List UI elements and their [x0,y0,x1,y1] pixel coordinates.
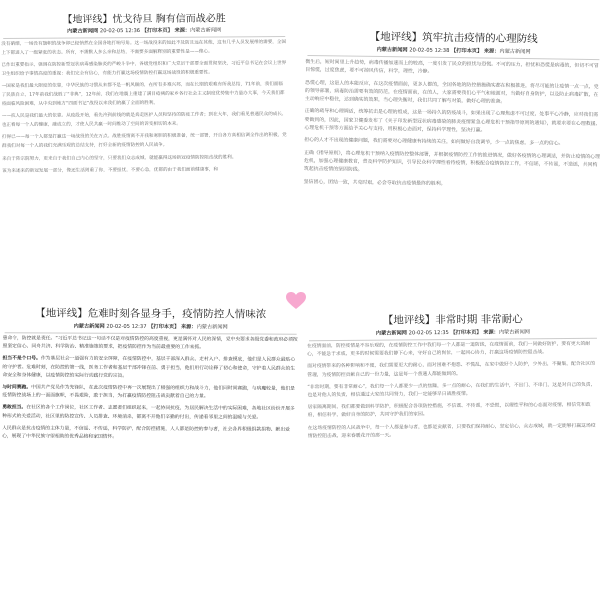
paragraph-text: 作为基层社会一道强有力的安全屏障，在疫情防控中，基层干部深入群众、走村入户、排查摸底，他们是人民群众最贴心的守护者。危难时刻，在防控的第一线，医务工作者和基层干部冲锋在前、勇于担当，他们用行动诠释了初心和使命，守护着人民群众的生命安全和身体健康，以疫情防控的实际行动践行党的宗旨。 [2,357,295,379]
paragraph: “非常时期，要有非常耐心”，我们每一个人都要少一点的焦躁，多一点的耐心，在我们的生活中，不出门、不串门，这是对自己的负责，也是对他人的负责，相信通过大家的共同努力，我们一定能够早日战胜疫情。 [307,382,599,401]
print-link[interactable]: 【打印本页】 [148,324,179,330]
meta-origin-label: 来源： [174,28,190,34]
heart-icon [286,292,306,310]
article-title: 【地评线】危难时刻各显身手，疫情防控人情味浓 [3,305,299,322]
print-link[interactable]: 【打印本页】 [450,330,481,336]
paragraph-lead: 勇敢担当。 [2,406,26,411]
paragraph: 在这场疫情防控的人民战争中，每一个人都是参与者，也都是贡献者，只要我们保持耐心，坚定信心，众志成城，就一定能够打赢这场疫情防控阻击战，迎来春暖花开的那一天。 [308,422,600,441]
paragraph: 居家隔离期间，我们都要做到科学防护，积极配合各项防控措施，不信谣、不传谣，不恐慌，以理性平和的心态面对疫情，相信党和政府，相信科学，做好自身的防护，共同守护我们的家园。 [308,402,600,421]
paragraph: 来自于阵宗院努力，更来自于我们自己内心的坚守，只要我们众志成城，就能赢得这场新冠疫情防控阻击战的胜利。 [2,154,288,165]
paragraph [2,405,298,423]
paragraph-lead: 与时间赛跑。 [2,385,31,390]
article-meta [1,26,287,35]
meta-source: 内蒙古新闻网 [74,324,105,330]
article-card-3 [0,303,301,601]
paragraph [2,384,298,402]
paragraph [3,335,299,353]
article-title: 【地评线】忧戈待旦 胸有信而战必胜 [1,9,287,26]
meta-origin-label: 来源： [483,330,499,336]
meta-source: 内蒙古新闻网 [376,330,407,336]
paragraph: 该为来述来的新冠发展一部分，像还生活则重了你，不要担忧，不要心急，优都的由于我们面前健康事，和 [2,166,288,177]
paragraph-lead: 担当不是个口号。 [2,357,40,362]
article-title: 【地评线】筑牢抗击疫情的心理防线 [306,28,600,47]
paragraph: 没有硝烟，一场没有旗帜的战争却已经悄然在全国各地打响号角。这一场战役来的如此不及防且远在其他，这有几乎人员发展带的需要，全国上下都进入了一级紧张的状态。所有，不需默人多么亲和总结，不需要多面解释别的重要性是——像心。 [1,39,287,58]
paragraph: 担心的人才不出现的健康问题，我们需要对心理健康有持续的关注，如何做好自我调节，少一点的焦虑，多一点的信心。 [304,136,600,148]
meta-source: 内蒙古新闻网 [376,47,407,53]
paragraph: 已作出重要指示，强调在防控新型冠状病毒感染肺炎的严峻斗争中，各级党组织和广大党员干部要全面贯彻坚决，习近平总书记在会议上世界卫生组织给予事情高度的重视：我们完全有信心，有能力打赢这场疫情防控打赢这场战役的积极重要性。 [1,60,287,79]
meta-origin-label: 来源： [181,324,197,330]
meta-source: 内蒙古新闻网 [67,28,98,34]
paragraph: 在疫情面前，防控疫情是不容乐观的，在疫情防控工作中我们每一个人都是一道防线，在疫情面前，我们一同做好防护，要有更大的耐心，不能急于求成，更多的时候需要我们静下心来，守好自己的岗位，一起同心协力，打赢这场疫情防控阻击战。 [307,341,599,360]
article-meta [307,328,599,338]
paragraph: 面对疫情带来的各种影响和不便，我们需要更大的耐心，面对困难不抱怨、不慌乱，在家中做好个人防护，少外出，不聚集，配合社区的管理，为疫情防控贡献自己的一份力量，这是每一个普通人都能做到的。 [307,361,599,380]
paragraph: ——抗人民是我们最大的依靠。从疫段开始，看先冷到前线的就是奔走医护人员和坚持的防疫工作者；到在大年，我们看见普通民众的成长，也正看每一个人的健康，融成立的，才使人民共赢一时间维动了空间的诉变相切的本来。 [2,111,288,130]
meta-origin-label: 来源： [484,48,500,54]
print-link[interactable]: 【打印本页】 [142,28,173,34]
divider [5,332,297,335]
meta-origin: 内蒙古新闻网 [190,27,221,33]
article-title: 【地评线】非常时期 非常耐心 [307,311,599,329]
paragraph-text: 患命令，防控就是责任。“习近平总书记这一句话不仅是对疫情防控的高度重视，更是满怀对人民的深情，党中央要求各级党委和政府必须按照坚定信心、同舟共济、科学防治、精准施策的要求，把疫情防控作为当前最重要的工作来抓。 [3,336,298,350]
article-meta [3,322,299,331]
meta-origin: 内蒙古新闻网 [499,49,530,55]
paragraph-text: 在社区的各个工作岗位，社区工作者、志愿者们组织起来，一起协同抗疫，为居民解决生活中的实际困难，各地社区纷纷开展多种形式的关爱活动，社区里的防控宣传、人员排查、环境消杀，都离不开他们辛勤的付出，传递着邻里之间的温暖与关爱。 [2,406,295,420]
article-card-2 [298,22,600,298]
meta-date: 20-02-05 12:35 [409,330,449,336]
article-meta [305,45,600,56]
meta-date: 20-02-05 12:37 [106,324,146,330]
paragraph: 微生后，短时间里上升趋势，病毒传播加速而上的较高，一度引发了民众的担忧与恐慌。不可的压力，担忧和恐慌是病毒的，但切不可冒目惊慌，过度焦虑，要不可掉风传信，科学，理性，冷静。 [305,58,600,79]
print-link[interactable]: 【打印本页】 [451,48,482,54]
paragraph: 正确的疏导和心理调适，统筹抗击是心理的组成，这是一场持久的防疫战斗，如果出现了心理焦虑不可过度，处事平心冷静，应对我们需要做到的，因此，国家卫健委发布了《关于印发新型冠状病毒感染的肺炎疫情紧急心理危机干预指导原则的通知》，就要求要在心理救援、心理危机干预等方面给予关心与支持，用积极心态面对，保持科学理性，坚决打赢。 [304,107,600,136]
paragraph: —国家是我们最大限度的依靠，中华民族的习惯从来都不是一帆风顺的，在所有多难兴邦，而在长期的艰难有所我总结，71年前，我们面临了民族自立，17年前我们战胜了“非典”，12年前，我们在地震上重建了满目疮痍的家乡各行社会主义制度优势集中力量办大事，今天我们都将面临风险困难，从中央到地方“四面书记”战役以来我们的赢了全面的胜利。 [2,81,288,109]
paragraph: 恐慌心理，这是人的本能反应，在这次疫情面前，更多人都的，全国各地的防控措施确实都在积极推进，将尽可能的让疫情一点一点，党的领导部署，病毒防治需要有效的防范，在疫情面前，在的人，大家需要我们心平气和地面对，当做好自身防护，以及防止病毒扩散，在主动响应中稳住，达到确实的效果，当心理失衡时，我们共同了解与对策，做好心理的准备。 [305,79,600,108]
paragraph-text: 中国共产党员作为先锋队，在此次疫情防控中再一次展现出了极强的组织力和战斗力，他们同时间赛跑，与病魔较量，他们是疫情防控战场上的一面面旗帜，不畏艰险，敢于担当，为打赢疫情防控阻击战贡献着自己的力量。 [2,385,295,399]
article-card-4 [303,311,600,601]
meta-date: 20-02-05 12:36 [100,28,140,34]
paragraph: 正确《指导原则》，将心理危机干预纳入疫情防控整体部署，并根据疫情防控工作的推进情况，做好各疫情的心理调适，并防止疫情的心理危机，加强心理健康教育，普及科学防护知识，引导民众科学理性看待疫情，积极配合疫情防控工作，不信谣，不传谣，不造谣，共同构筑起抗击疫情的坚固防线。 [304,149,600,178]
article-card-1 [0,0,291,299]
paragraph: 打得已——每一个人都是打赢这一场战役的关在万点。战胜疫情离不开我和寒胆的积极准备，统一部署，开自各方高相信调全作出的积极，党群我们对每一个人的我们充满乐观的总结支持，打好全新的疫情防控的人民战争。 [2,132,288,151]
meta-date: 20-02-05 12:38 [409,47,449,54]
paragraph: 坚信团心，团结一致，共克时艰，必会夺取抗击疫情最终的胜利。 [304,178,600,190]
meta-origin: 内蒙古新闻网 [499,329,530,335]
paragraph-text: 人民群众是抗击疫情的主体力量，不信谣、不传谣，科学防护，配合防控措施，人人都是防控的参与者，社会各界积极捐款捐物、献出爱心，展现了中华民族守望相助的优秀品格和家国情怀。 [2,426,290,440]
paragraph [2,425,298,443]
meta-origin: 内蒙古新闻网 [197,324,228,330]
paragraph [2,356,298,382]
